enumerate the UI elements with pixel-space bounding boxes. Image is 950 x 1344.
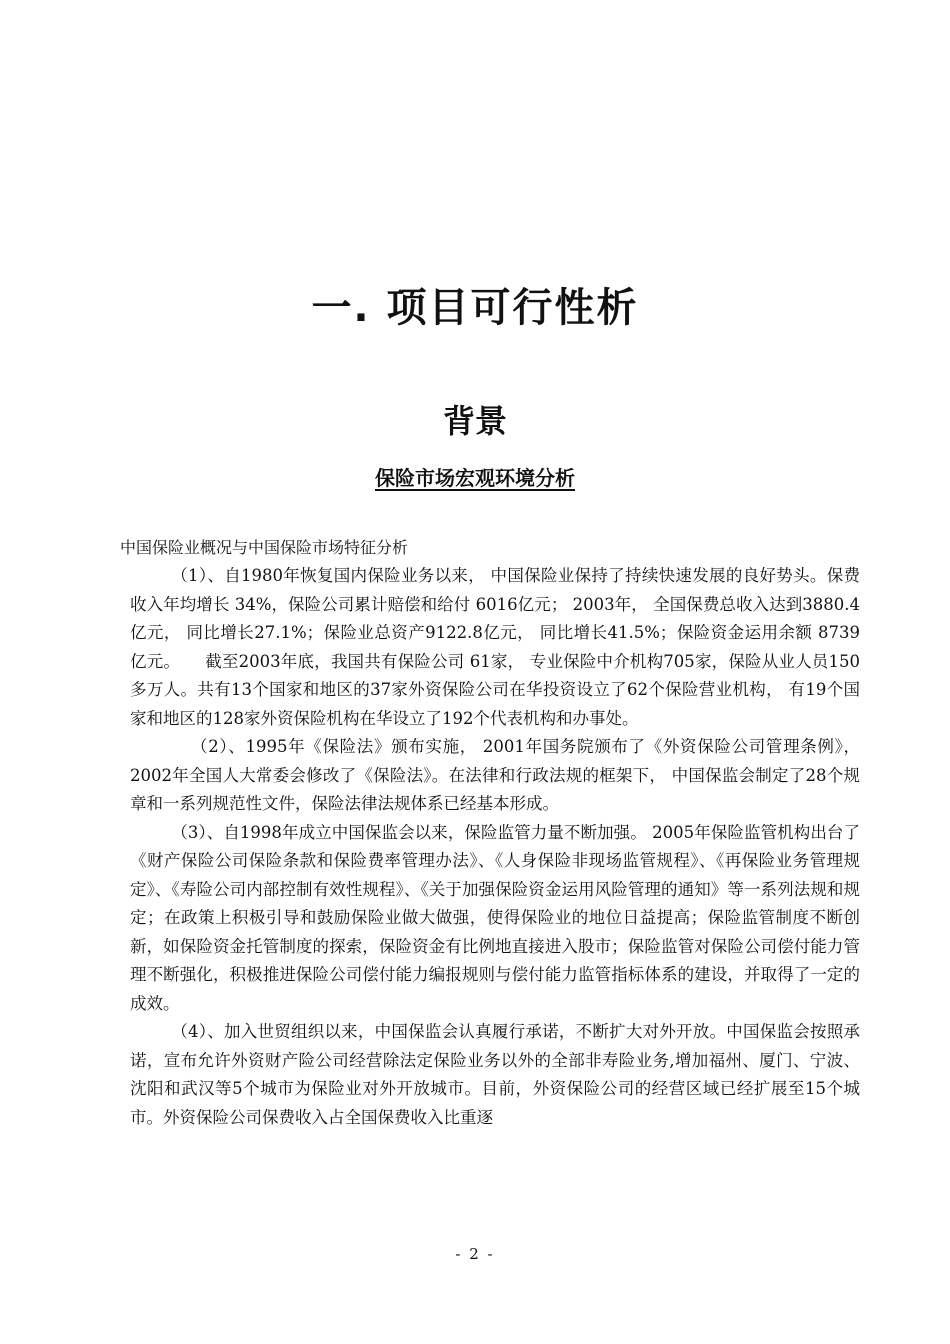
section-heading: 中国保险业概况与中国保险市场特征分析 <box>120 538 409 557</box>
paragraph-4: （4）、加入世贸组织以来，中国保监会认真履行承诺，不断扩大对外开放。中国保监会按照承诺，宣布允许外资财产险公司经营除法定保险业务以外的全部非寿险业务,增加福州、厦门、宁波、 沈阳和武汉等5个城市为保险业对外开放城市。目前，外资保险公司的经营区域已经扩展至15个城市。外资保险公司保费收入占全国保费收入比重逐 <box>130 1022 860 1127</box>
paragraph-2: （2）、1995年《保险法》颁布实施， 2001年国务院颁布了《外资保险公司管理条例》，2002年全国人大常委会修改了《保险法》。在法律和行政法规的框架下， 中国保监会制定了28个规章和一系列规范性文件，保险法律法规体系已经基本形成。 <box>130 737 860 813</box>
paragraph-1: （1）、自1980年恢复国内保险业务以来， 中国保险业保持了持续快速发展的良好势头。保费收入年均增长 34%，保险公司累计赔偿和给付 6016亿元； 2003年， 全国保费总收入达到3880.4亿元， 同比增长27.1%；保险业总资产9122.8亿元， 同比增长41.5%；保险资金运用余额 8739亿元。 截至2003年底，我国共有保险公司 61家， 专业保险中介机构705家，保险从业人员150多万人。共有13个国家和地区的37家外资保险公司在华投资设立了62个保险营业机构， 有19个国家和地区的128家外资保险机构在华设立了192个代表机构和办事处。 <box>130 566 860 728</box>
body-text <box>130 562 860 1132</box>
paragraph-3: （3）、自1998年成立中国保监会以来，保险监管力量不断加强。 2005年保险监管机构出台了《财产保险公司保险条款和保险费率管理办法》、《人身保险非现场监管规程》、《再保险业务管理规定》、《寿险公司内部控制有效性规程》、《关于加强保险资金运用风险管理的通知》等一系列法规和规定；在政策上积极引导和鼓励保险业做大做强，使得保险业的地位日益提高；保险监管制度不断创新，如保险资金托管制度的探索，保险资金有比例地直接进入股市；保险监管对保险公司偿付能力管理不断强化，积极推进保险公司偿付能力编报规则与偿付能力监管指标体系的建设，并取得了一定的成效。 <box>130 822 860 1013</box>
subsection-title-text: 保险市场宏观环境分析 <box>375 466 575 490</box>
page-number: - 2 - <box>455 1245 495 1263</box>
section-title: 背景 <box>442 402 507 440</box>
subsection-title <box>0 462 950 491</box>
chapter-title: 一. 项目可行性析 <box>311 285 639 331</box>
